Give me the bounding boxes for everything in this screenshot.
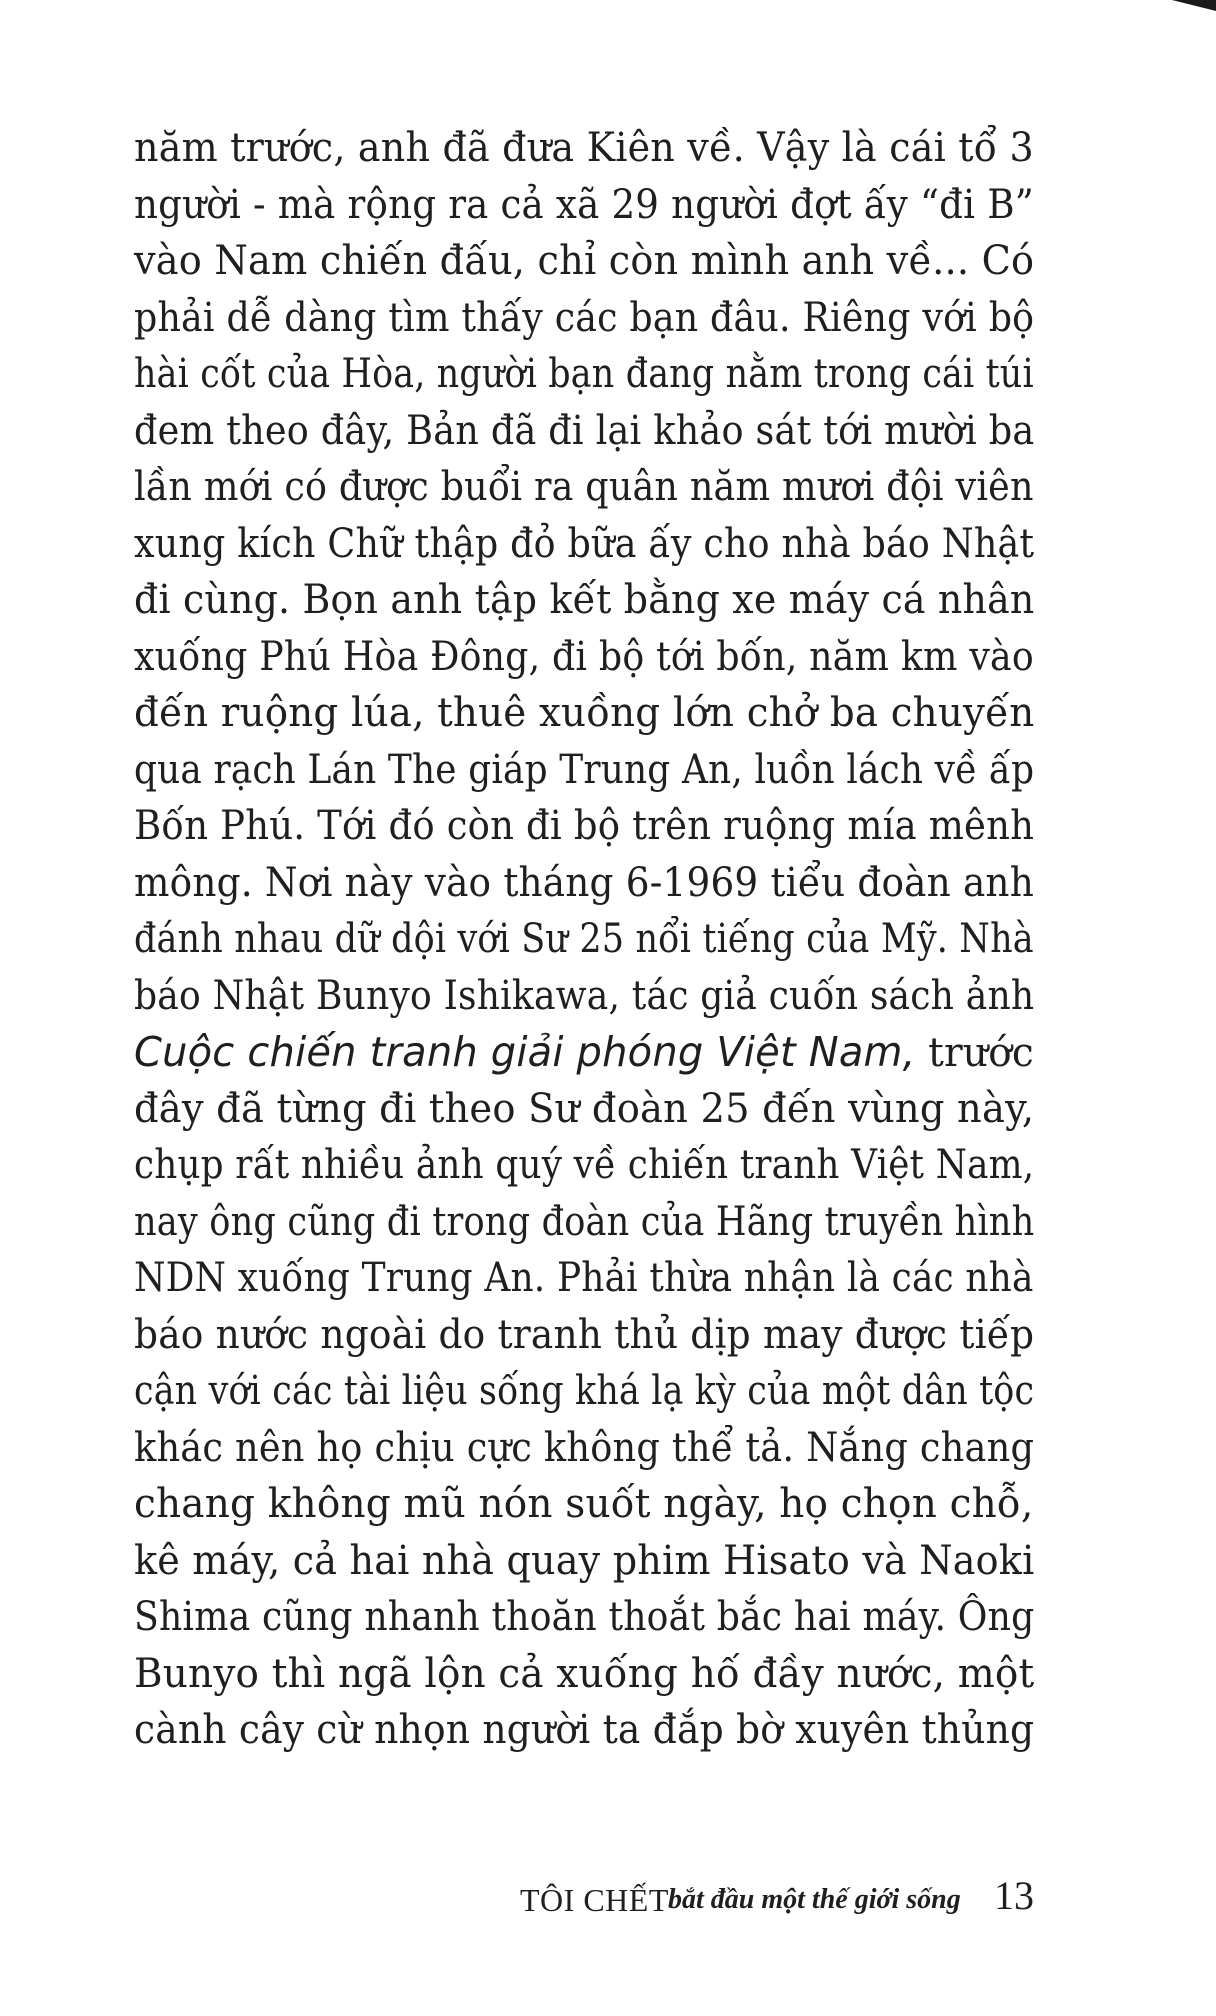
text-line: đến ruộng lúa, thuê xuồng lớn chở ba chuyến bbox=[134, 690, 1035, 736]
running-book-title: TÔI CHẾT bbox=[520, 1882, 669, 1918]
text-line: cành cây cừ nhọn người ta đắp bờ xuyên thủng bbox=[134, 1707, 1035, 1753]
text-line: xung kích Chữ thập đỏ bữa ấy cho nhà báo Nhật bbox=[134, 520, 1035, 567]
text-line: đem theo đây, Bản đã đi lại khảo sát tới mười ba bbox=[134, 407, 1035, 454]
page-footer bbox=[520, 1872, 1040, 1932]
text-line: mông. Nơi này vào tháng 6-1969 tiểu đoàn anh bbox=[134, 859, 1034, 906]
text-line: đánh nhau dữ dội với Sư 25 nổi tiếng của Mỹ. Nhà bbox=[134, 916, 1034, 962]
text-line: NDN xuống Trung An. Phải thừa nhận là các nhà bbox=[134, 1255, 1034, 1301]
text-line: đi cùng. Bọn anh tập kết bằng xe máy cá nhân bbox=[134, 577, 1035, 623]
text-line: chang không mũ nón suốt ngày, họ chọn chỗ, bbox=[134, 1481, 1034, 1527]
text-line: kê máy, cả hai nhà quay phim Hisato và Naoki bbox=[134, 1537, 1035, 1584]
text-line: báo nước ngoài do tranh thủ dịp may được tiếp bbox=[134, 1311, 1035, 1358]
text-line: khác nên họ chịu cực không thể tả. Nắng chang bbox=[134, 1424, 1035, 1471]
text-line: qua rạch Lán The giáp Trung An, luồn lách về ấp bbox=[134, 746, 1035, 793]
text-line-with-book-title bbox=[134, 1024, 1034, 1081]
text-line: báo Nhật Bunyo Ishikawa, tác giả cuốn sách ảnh bbox=[134, 972, 1035, 1019]
corner-shadow bbox=[1150, 0, 1216, 12]
text-line: Bunyo thì ngã lộn cả xuống hố đầy nước, một bbox=[134, 1650, 1035, 1697]
text-line: người - mà rộng ra cả xã 29 người đợt ấy “đi B” bbox=[134, 181, 1034, 228]
text-line: Shima cũng nhanh thoăn thoắt bắc hai máy. Ông bbox=[134, 1594, 1035, 1640]
text-line: năm trước, anh đã đưa Kiên về. Vậy là cái tổ 3 bbox=[134, 125, 1034, 171]
running-book-subtitle: bắt đầu một thế giới sống bbox=[668, 1884, 961, 1915]
text-line-tail: trước bbox=[915, 1030, 1034, 1076]
text-line: phải dễ dàng tìm thấy các bạn đâu. Riêng với bộ bbox=[134, 294, 1035, 341]
text-line: cận với các tài liệu sống khá lạ kỳ của một dân tộc bbox=[134, 1368, 1035, 1414]
text-line: xuống Phú Hòa Đông, đi bộ tới bốn, năm km vào bbox=[134, 633, 1034, 680]
body-text bbox=[134, 120, 1034, 1759]
text-line: nay ông cũng đi trong đoàn của Hãng truyền hình bbox=[134, 1198, 1035, 1245]
text-line: hài cốt của Hòa, người bạn đang nằm trong cái túi bbox=[134, 351, 1034, 397]
cited-book-title: Cuộc chiến tranh giải phóng Việt Nam, bbox=[134, 1028, 916, 1076]
text-line: chụp rất nhiều ảnh quý về chiến tranh Việt Nam, bbox=[134, 1142, 1035, 1188]
text-line: Bốn Phú. Tới đó còn đi bộ trên ruộng mía mênh bbox=[134, 803, 1035, 849]
page-number: 13 bbox=[994, 1873, 1034, 1918]
text-line: vào Nam chiến đấu, chỉ còn mình anh về... Có bbox=[134, 238, 1035, 284]
text-line: lần mới có được buổi ra quân năm mươi đội viên bbox=[134, 464, 1034, 510]
text-line: đây đã từng đi theo Sư đoàn 25 đến vùng này, bbox=[134, 1085, 1035, 1132]
